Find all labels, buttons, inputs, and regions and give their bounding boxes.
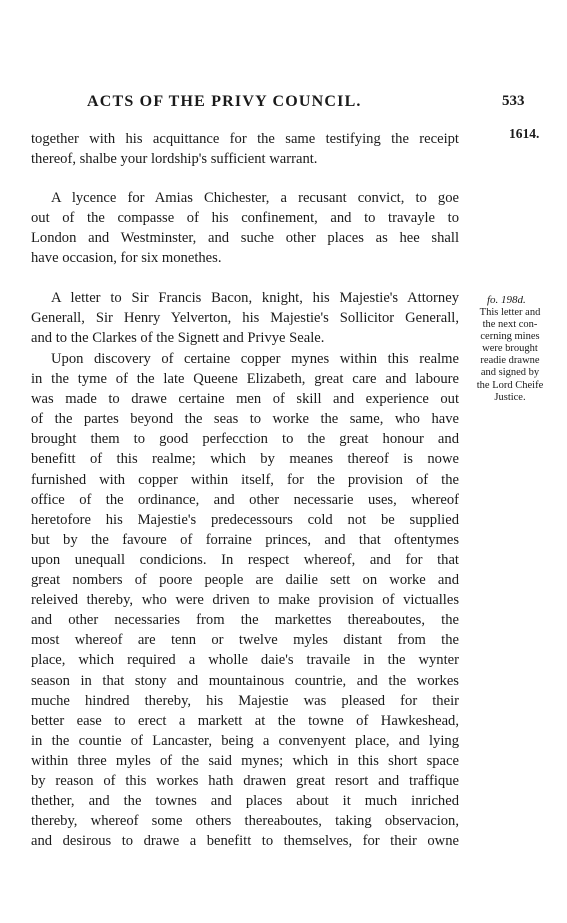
text-line: and other necessaries from the markettes thereaboutes, the (31, 612, 459, 629)
paragraph-copper-mines (31, 349, 459, 851)
text-line: and desirous to drawe a benefitt to themselves, for their owne (31, 833, 459, 850)
text-line: furnished with copper within itself, for the provision of the (31, 471, 459, 488)
text-line: together with his acquittance for the same testifying the receipt (31, 131, 459, 147)
text-line: but by the favoure of forraine princes, and that oftentymes (31, 531, 459, 548)
paragraph-licence-amias-chichester (31, 188, 459, 268)
text-line: office of the ordinance, and other necessarie uses, whereof (31, 491, 459, 508)
text-line: within three myles of the said mynes; which in this short space (31, 752, 459, 769)
year-label: 1614. (509, 126, 540, 141)
paragraph-warrant-conclusion (31, 129, 459, 169)
margin-note-line: Justice. (494, 391, 526, 403)
text-line: and to the Clarkes of the Signett and Privye Seale. (31, 330, 325, 347)
text-line: A lycence for Amias Chichester, a recusant convict, to goe (51, 190, 459, 206)
text-line: heretofore his Majestie's predecessours cold not be supplied (31, 511, 459, 528)
text-line: upon unequall condicions. In respect whereof, and for that (31, 551, 459, 568)
text-line: Generall, Sir Henry Yelverton, his Majestie's Sollicitor Generall, (31, 310, 459, 327)
text-line: in the tyme of the late Queene Elizabeth, great care and laboure (31, 371, 459, 388)
text-line: Upon discovery of certaine copper mynes within this realme (51, 351, 459, 367)
text-line: by reason of this workes hath drawen great resort and traffique (31, 772, 459, 789)
text-line: season in that stony and mountainous countrie, and the workes (31, 672, 459, 689)
margin-note-line: the Lord Cheife (476, 379, 544, 391)
text-line: in the countie of Lancaster, being a convenyent place, and lying (31, 732, 459, 749)
margin-note-line: and signed by (480, 367, 540, 379)
text-line: great nombers of poore people are dailie sett on worke and (31, 572, 459, 589)
text-line: thether, and the townes and places about it much inriched (31, 793, 459, 810)
text-line: London and Westminster, and suche other places as hee shall (31, 230, 459, 247)
margin-note (455, 307, 565, 404)
text-line: was made to drawe certaine men of skill and experience out (31, 391, 459, 408)
text-line: A letter to Sir Francis Bacon, knight, his Majestie's Attorney (51, 290, 459, 306)
page-title: ACTS OF THE PRIVY COUNCIL. (87, 93, 362, 110)
text-line: have occasion, for six monethes. (31, 250, 222, 267)
text-line: brought them to good perfecction to the great honour and (31, 431, 459, 448)
margin-note-line: were brought (482, 343, 538, 355)
text-line: benefitt of this realme; which by meanes thereof is nowe (31, 451, 459, 468)
text-line: releived thereby, who were driven to make provision of victualles (31, 592, 459, 609)
text-line: place, which required a wholle daie's travaile in the wynter (31, 652, 459, 669)
margin-note-line: This letter and (479, 307, 541, 318)
text-line: out of the compasse of his confinement, and to travayle to (31, 210, 459, 227)
text-line: of the partes beyond the seas to worke the same, who have (31, 411, 459, 428)
margin-note-line: cerning mines (480, 331, 540, 343)
paragraph-letter-address (31, 288, 459, 348)
margin-note-line: the next con- (482, 319, 538, 331)
folio-reference: fo. 198d. (487, 294, 526, 306)
text-line: thereof, shalbe your lordship's sufficient warrant. (31, 151, 318, 168)
text-line: most whereof are tenn or twelve myles distant from the (31, 632, 459, 649)
margin-note-line: readie drawne (480, 355, 540, 367)
page-number: 533 (502, 93, 525, 109)
text-line: thereby, whereof some others thereaboutes, taking observacion, (31, 813, 459, 830)
text-line: better ease to erect a markett at the towne of Hawkeshead, (31, 712, 459, 729)
text-line: muche hindred thereby, his Majestie was pleased for their (31, 692, 459, 709)
